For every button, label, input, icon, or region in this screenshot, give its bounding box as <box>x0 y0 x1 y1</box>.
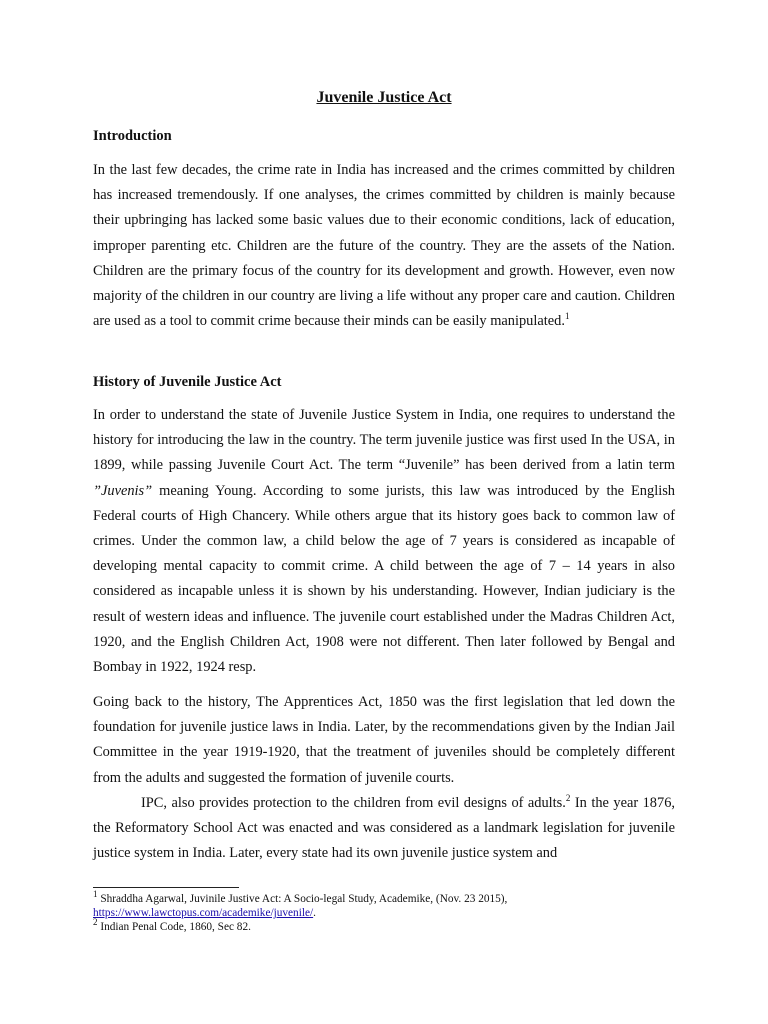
footnote-1-text: Shraddha Agarwal, Juvinile Justive Act: A Socio-legal Study, Academike, (Nov. 23 2015), <box>97 893 508 905</box>
history-paragraph-2-text-a: Going back to the history, The Apprentices Act, 1850 was the first legislation that led down the foundation for juvenile justice laws in India. Later, by the recommendations given by the Indian Jail Committee in the year 1919-1920, that the treatment of juveniles should be completely different from the adults and suggested the formation of juvenile courts. <box>93 694 675 786</box>
history-paragraph-1-text-b: meaning Young. According to some jurists, this law was introduced by the English Federal courts of High Chancery. While others argue that its history goes back to common law of crimes. Under the common law, a child below the age of 7 years is considered as incapable of developing mental capacity to commit crime. A child between the age of 7 – 14 years in also considered as incapable unless it is shown by his understanding. However, Indian judiciary is the result of western ideas and influence. The juvenile court established under the Madras Children Act, 1920, and the English Children Act, 1908 were not different. Then later followed by Bengal and Bombay in 1922, 1924 resp. <box>93 482 675 676</box>
footnote-separator <box>93 887 239 888</box>
footnote-ref-1[interactable]: 1 <box>564 311 570 322</box>
history-paragraph-1 <box>93 403 675 680</box>
history-paragraph-2-text-b: IPC, also provides protection to the children from evil designs of adults. <box>141 794 566 811</box>
introduction-paragraph-text: In the last few decades, the crime rate in India has increased and the crimes committed by children has increased tremendously. If one analyses, the crimes committed by children is mainly because their upbringing has lacked some basic values due to their economic conditions, lack of education, improper parenting etc. Children are the future of the country. They are the assets of the Nation. Children are the primary focus of the country for its development and growth. However, even now majority of the children in our country are living a life without any proper care and caution. Children are used as a tool to commit crime because their minds can be easily manipulated. <box>93 162 675 330</box>
footnote-1-number: 1 <box>93 889 98 900</box>
history-paragraph-1-text-a: In order to understand the state of Juvenile Justice System in India, one requires to understand the history for introducing the law in the country. The term juvenile justice was first used In the USA, in 1899, while passing Juvenile Court Act. The term “Juvenile” has been derived from a latin term <box>93 407 675 474</box>
document-page <box>93 0 675 1024</box>
document-title: Juvenile Justice Act <box>316 89 452 106</box>
footnote-1 <box>93 889 675 906</box>
footnote-ref-2[interactable]: 2 <box>565 793 571 804</box>
footnote-1-link[interactable]: https://www.lawctopus.com/academike/juvenile/ <box>93 907 314 919</box>
section-heading-history: History of Juvenile Justice Act <box>93 374 282 390</box>
footnote-2 <box>93 917 675 934</box>
latin-term: ”Juvenis” <box>93 482 153 499</box>
footnotes <box>93 889 675 934</box>
footnote-2-text: Indian Penal Code, 1860, Sec 82. <box>97 921 251 933</box>
footnote-2-number: 2 <box>93 917 98 928</box>
footnote-1-link-line <box>93 906 675 920</box>
footnote-1-link-suffix: . <box>313 907 316 919</box>
history-paragraph-2 <box>93 690 675 866</box>
introduction-paragraph <box>93 158 675 334</box>
section-heading-introduction: Introduction <box>93 128 172 144</box>
history-paragraph-2-text-c: In the year 1876, the Reformatory School Act was enacted and was considered as a landmark legislation for juvenile justice system in India. Later, every state had its own juvenile justice system and <box>93 794 675 862</box>
